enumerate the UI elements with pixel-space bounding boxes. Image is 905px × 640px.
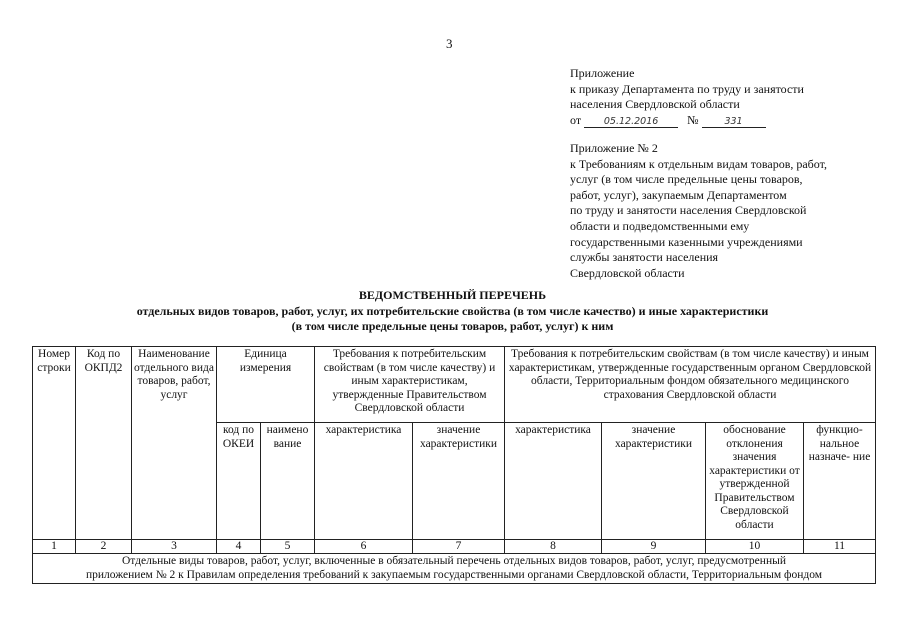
- departmental-list-table: [32, 346, 876, 584]
- appendix2-line: услуг (в том числе предельные цены товаров,: [570, 172, 803, 187]
- document-title: [0, 288, 905, 335]
- appendix2-line: к Требованиям к отдельным видам товаров, работ,: [570, 156, 827, 171]
- order-reference-cont: населения Свердловской области: [570, 97, 740, 112]
- header-characteristic: характеристика: [315, 423, 413, 540]
- appendix2-line: Свердловской области: [570, 265, 685, 280]
- header-deviation-justification: обоснование отклонения значения характеристики от утвержденной Правительством Свердловской области: [706, 423, 804, 540]
- column-number: 6: [315, 540, 413, 554]
- header-characteristic-value: значение характеристики: [602, 423, 706, 540]
- header-unit-of-measure: Единица измерения: [217, 347, 315, 423]
- appendix-requirements-block: [570, 141, 827, 281]
- header-department-requirements: Требования к потребительским свойствам (в том числе качеству) и иным характеристикам, утвержденные государственным органом Свердловской области, Территориальным фондом обязательного медицинского страхования Свердловской области: [505, 347, 876, 423]
- header-item-name: Наименование отдельного вида товаров, работ, услуг: [132, 347, 217, 540]
- header-unit-name: наимено вание: [261, 423, 315, 540]
- header-okpd2-code: Код по ОКПД2: [76, 347, 132, 540]
- handwritten-number: 331: [702, 114, 766, 128]
- title-main: ВЕДОМСТВЕННЫЙ ПЕРЕЧЕНЬ: [358, 288, 547, 302]
- column-number: 7: [413, 540, 505, 554]
- appendix2-line: по труду и занятости населения Свердловской: [570, 203, 807, 218]
- appendix2-line: службы занятости населения: [570, 250, 719, 265]
- header-okei-code: код по ОКЕИ: [217, 423, 261, 540]
- header-characteristic-value: значение характеристики: [413, 423, 505, 540]
- section-note: [33, 554, 876, 584]
- column-number: 2: [76, 540, 132, 554]
- section-note-line: приложением № 2 к Правилам определения требований к закупаемым государственными органами Свердловской области, Территориальным фондом: [85, 569, 823, 581]
- column-number: 10: [706, 540, 804, 554]
- appendix2-line: работ, услуг), закупаемым Департаментом: [570, 187, 787, 202]
- header-characteristic: характеристика: [505, 423, 602, 540]
- column-number: 4: [217, 540, 261, 554]
- column-number: 5: [261, 540, 315, 554]
- title-subtitle: отдельных видов товаров, работ, услуг, их потребительские свойства (в том числе качество) и иные характеристики: [136, 303, 769, 318]
- order-date-number-line: [570, 113, 804, 129]
- column-number: 9: [602, 540, 706, 554]
- header-government-requirements: Требования к потребительским свойствам (в том числе качеству) и иным характеристикам, утвержденные Правительством Свердловской области: [315, 347, 505, 423]
- date-prefix: от: [570, 112, 582, 127]
- section-note-line: Отдельные виды товаров, работ, услуг, включенные в обязательный перечень отдельных видов товаров, работ, услуг, предусмотренный: [122, 555, 786, 567]
- appendix-order-block: [570, 66, 804, 128]
- column-number-row: [33, 540, 876, 554]
- order-reference: к приказу Департамента по труду и занятости: [570, 81, 804, 96]
- appendix2-line: государственными казенными учреждениями: [570, 234, 803, 249]
- section-note-row: [33, 554, 876, 584]
- table-header-row: [33, 347, 876, 423]
- title-subtitle-cont: (в том числе предельные цены товаров, работ, услуг) к ним: [291, 319, 614, 333]
- appendix2-line: Приложение № 2: [570, 141, 658, 155]
- number-prefix: №: [687, 112, 699, 127]
- column-number: 8: [505, 540, 602, 554]
- header-row-number: Номер строки: [33, 347, 76, 540]
- header-functional-purpose: функцио- нальное назначе- ние: [804, 423, 876, 540]
- appendix2-line: области и подведомственными ему: [570, 218, 750, 233]
- appendix-label: Приложение: [570, 66, 635, 80]
- handwritten-date: 05.12.2016: [584, 114, 678, 128]
- column-number: 3: [132, 540, 217, 554]
- page-number: 3: [446, 36, 453, 51]
- column-number: 1: [33, 540, 76, 554]
- column-number: 11: [804, 540, 876, 554]
